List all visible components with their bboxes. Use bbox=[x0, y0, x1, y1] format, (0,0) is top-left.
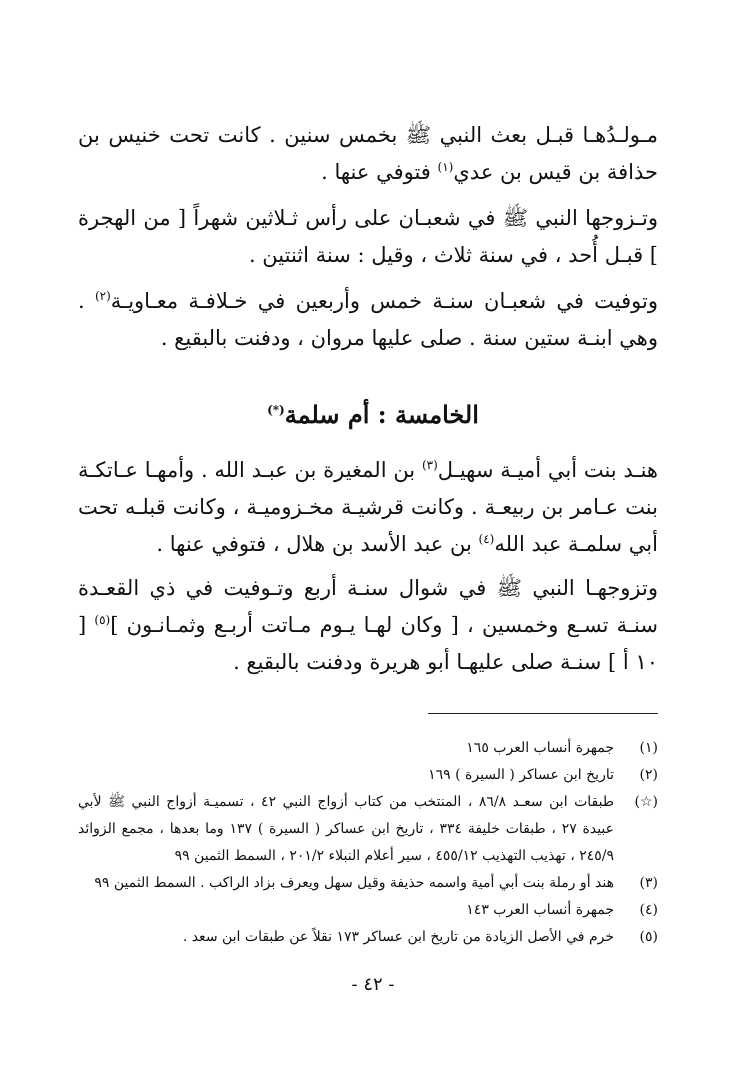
footnotes bbox=[78, 735, 658, 951]
footnote-ref[interactable]: (٢) bbox=[94, 289, 111, 303]
footnote-text: تاريخ ابن عساكر ( السيرة ) ١٦٩ bbox=[428, 767, 614, 783]
paragraph-marriage-death bbox=[78, 570, 658, 681]
paragraph-text-cont: بن المغيرة بن عبـد الله . وأمهـا عـاتكـة بنت عـامر بن ربيعـة . وكانت قرشيـة مخـزوميـة ، وكانت قبلـه تحت أبي سلمـة عبد الله bbox=[78, 458, 658, 556]
paragraph-birth bbox=[78, 117, 658, 191]
paragraph-text: وتوفيت في شعبـان سنـة خمس وأربعين في خـلافـة معـاويـة bbox=[110, 289, 658, 313]
footnote-item bbox=[78, 789, 658, 870]
footnote-number: (١) bbox=[639, 740, 658, 756]
footnote-ref[interactable]: (١) bbox=[437, 160, 454, 174]
paragraph-text: مـولـدُهـا قبـل بعث النبي ﷺ بخمس سنين . كانت تحت خنيس بن حذافة بن قيس بن عدي bbox=[78, 123, 658, 184]
paragraph-text-cont: فتوفي عنها . bbox=[321, 160, 438, 184]
footnote-text: هند أو رملة بنت أبي أمية واسمه حذيفة وقيل سهل ويعرف بزاد الراكب . السمط الثمين ٩٩ bbox=[94, 875, 614, 891]
paragraph-death bbox=[78, 283, 658, 357]
footnote-item bbox=[78, 924, 658, 951]
footnote-number: (☆) bbox=[634, 794, 658, 810]
footnote-divider bbox=[428, 713, 658, 714]
footnote-text: خرم في الأصل الزيادة من تاريخ ابن عساكر ١٧٣ نقلاً عن طبقات ابن سعد . bbox=[182, 929, 614, 945]
footnote-text: طبقات ابن سعـد ٨٦/٨ ، المنتخب من كتاب أزواج النبي ٤٢ ، تسميـة أزواج النبي ﷺ لأبي عبيدة ٢٧ ، طبقات خليفة ٣٣٤ ، تاريخ ابن عساكر ( السيرة ) ١٣٧ وما بعدها ، مجمع الزوائد ٢٤٥/٩ ، تهذيب التهذيب ٤٥٥/١٢ ، سير أعلام النبلاء ٢٠١/٢ ، السمط الثمين ٩٩ bbox=[78, 794, 615, 864]
paragraph-text-cont: بن عبد الأسد بن هلال ، فتوفي عنها . bbox=[156, 532, 479, 556]
footnote-item bbox=[78, 897, 658, 924]
footnote-ref[interactable]: (*) bbox=[267, 403, 285, 417]
paragraph-text: هنـد بنت أبي أميـة سهيـل bbox=[437, 458, 659, 482]
footnote-ref[interactable]: (٣) bbox=[421, 458, 438, 472]
page-number: - ٤٢ - bbox=[351, 974, 395, 995]
paragraph-text: وتزوجهـا النبي ﷺ في شوال سنـة أربع وتـوفيت في ذي القعـدة سنـة تسـع وخمسين ، [ وكان لهـا يـوم مـاتت أربـع وثمـانـون ] bbox=[78, 576, 658, 637]
footnote-number: (٥) bbox=[639, 929, 658, 945]
footnote-ref[interactable]: (٤) bbox=[478, 532, 495, 546]
section-heading bbox=[0, 400, 746, 429]
paragraph-text: وتـزوجها النبي ﷺ في شعبـان على رأس ثـلاثين شهراً [ من الهجرة ] قبـل أُحد ، في سنة ثلاث ، وقيل : سنة اثنتين . bbox=[78, 206, 658, 267]
footnote-item bbox=[78, 870, 658, 897]
footnote-item bbox=[78, 735, 658, 762]
footnote-number: (٤) bbox=[639, 902, 658, 918]
paragraph-lineage bbox=[78, 452, 658, 563]
heading-text: الخامسة : أم سلمة bbox=[284, 400, 479, 429]
paragraph-text-cont: . وهي ابنـة ستين سنة . صلى عليها مروان ، ودفنت بالبقيع . bbox=[78, 289, 658, 350]
paragraph-text-cont: [ ١٠ أ ] سنـة صلى عليهـا أبو هريرة ودفنت بالبقيع . bbox=[78, 613, 658, 674]
paragraph-marriage bbox=[78, 200, 658, 274]
footnote-item bbox=[78, 762, 658, 789]
footnote-number: (٢) bbox=[639, 767, 658, 783]
footnote-number: (٣) bbox=[639, 875, 658, 891]
footnote-ref[interactable]: (٥) bbox=[94, 613, 111, 627]
footnote-text: جمهرة أنساب العرب ١٦٥ bbox=[466, 740, 614, 756]
footnote-text: جمهرة أنساب العرب ١٤٣ bbox=[466, 902, 614, 918]
